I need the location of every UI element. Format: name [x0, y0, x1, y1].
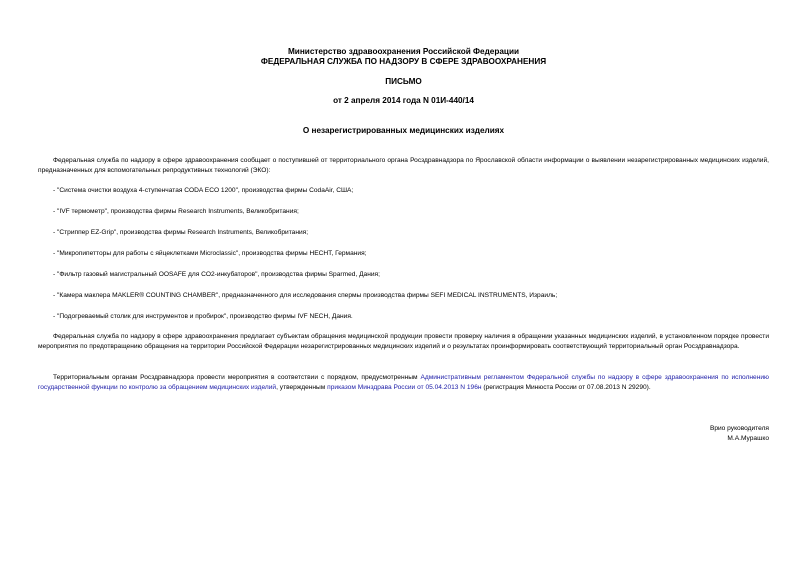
instruction-paragraph: [38, 373, 769, 392]
proposal-paragraph: Федеральная служба по надзору в сфере здравоохранения предлагает субъектам обращения медицинской продукции провести проверку наличия в обращении указанных медицинских изделий, в установленном порядке провести мероприятия по предотвращению обращения на территории Российской Федерации незарегистрированных медицинских изделий и о результатах проинформировать соответствующий территориальный орган Росздравнадзора.: [38, 333, 769, 350]
instruction-text-end: (регистрация Минюста России от 07.08.2013 N 29290).: [481, 383, 651, 391]
intro-paragraph: Федеральная служба по надзору в сфере здравоохранения сообщает о поступившей от территориального органа Росздравнадзора по Ярославской области информации о выявлении незарегистрированных медицинских изделий, предназначенных для вспомогательных репродуктивных технологий (ЭКО):: [38, 157, 769, 174]
order-link[interactable]: приказом Минздрава России от 05.04.2013 N 196н: [327, 383, 482, 391]
signature-position: Врио руководителя: [709, 425, 769, 432]
document-type: ПИСЬМО: [385, 77, 422, 86]
list-item: - "Микропипетторы для работы с яйцеклетками Microclassic", производства фирмы HECHT, Германия;: [53, 250, 367, 257]
instruction-text-middle: , утвержденным: [276, 383, 328, 391]
list-item: - "Стриппер EZ-Grip", производства фирмы Research Instruments, Великобритания;: [53, 229, 309, 236]
list-item: - "Камера маклера MAKLER® COUNTING CHAMBER", предназначенного для исследования спермы производства фирмы SEFI MEDICAL INSTRUMENTS, Израиль;: [53, 292, 558, 299]
ministry-name: Министерство здравоохранения Российской Федерации: [287, 47, 520, 56]
list-item: - "Система очистки воздуха 4-ступенчатая CODA ECO 1200", производства фирмы CodaAir, США;: [53, 187, 354, 194]
list-item: - "IVF термометр", производства фирмы Research Instruments, Великобритания;: [53, 208, 299, 215]
document-subject: О незарегистрированных медицинских изделиях: [302, 126, 505, 135]
service-name: ФЕДЕРАЛЬНАЯ СЛУЖБА ПО НАДЗОРУ В СФЕРЕ ЗДРАВООХРАНЕНИЯ: [260, 57, 547, 66]
list-item: - "Подогреваемый столик для инструментов и пробирок", производство фирмы IVF NECH, Дания.: [53, 313, 353, 320]
signature-name: М.А.Мурашко: [727, 435, 769, 442]
instruction-text: Территориальным органам Росздравнадзора провести мероприятия в соответствии с порядком, предусмотренным: [53, 374, 421, 381]
regulation-link[interactable]: Административным регламентом Федеральной службы по надзору в сфере здравоохранения по исполнению государственной функции по контролю за обращением медицинских изделий: [38, 374, 769, 391]
document-date-number: от 2 апреля 2014 года N 01И-440/14: [333, 96, 474, 105]
list-item: - "Фильтр газовый магистральный OOSAFE для CO2-инкубаторов", производства фирмы Sparmed, Дания;: [53, 271, 380, 278]
